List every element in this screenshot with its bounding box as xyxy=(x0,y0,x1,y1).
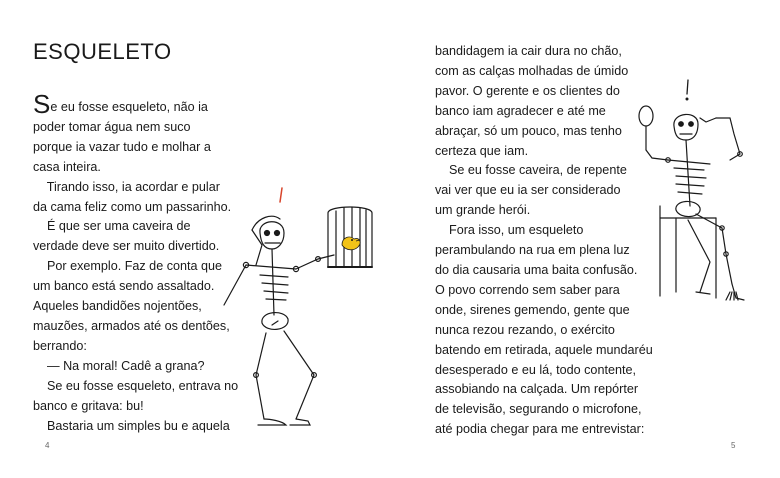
paragraph-line: com as calças molhadas de úmido xyxy=(435,63,629,78)
paragraph-line: banco e gritava: bu! xyxy=(33,398,144,413)
paragraph-line: Por exemplo. Faz de conta que xyxy=(33,259,223,274)
paragraph-line: — Na moral! Cadê a grana? xyxy=(33,358,205,373)
page-number-left: 4 xyxy=(45,441,50,450)
skeleton-microphone-chair-illustration xyxy=(630,78,750,318)
paragraph-line: de televisão, segurando o microfone, xyxy=(435,402,642,417)
paragraph-line: certeza que iam. xyxy=(435,143,529,158)
chapter-title: ESQUELETO xyxy=(33,39,172,64)
paragraph-line: do dia causaria uma baita confusão. xyxy=(435,262,638,277)
paragraph-line: pavor. O gerente e os clientes do xyxy=(435,83,620,98)
paragraph-line: Fora isso, um esqueleto xyxy=(435,223,584,238)
paragraph-line: Aqueles bandidões nojentões, xyxy=(33,299,202,314)
paragraph-line: perambulando na rua em plena luz xyxy=(435,243,630,258)
paragraph-line: batendo em retirada, aquele mundaréu xyxy=(435,342,653,357)
right-page xyxy=(390,0,780,478)
paragraph-line: vai ver que eu ia ser considerado xyxy=(435,183,621,198)
paragraph-line: verdade deve ser muito divertido. xyxy=(33,239,220,254)
paragraph-line: O povo correndo sem saber para xyxy=(435,282,620,297)
skeleton-birdcage-illustration xyxy=(210,185,390,435)
paragraph-line: um banco está sendo assaltado. xyxy=(33,279,215,294)
paragraph-line: berrando: xyxy=(33,338,87,353)
paragraph-line: Se eu fosse esqueleto, entrava no xyxy=(33,378,239,393)
paragraph-line: Bastaria um simples bu e aquela xyxy=(33,418,230,433)
page-number-right: 5 xyxy=(731,441,736,450)
paragraph-line: da cama feliz como um passarinho. xyxy=(33,199,232,214)
paragraph-line: assobiando na calçada. Um repórter xyxy=(435,382,639,397)
paragraph-line: mauzões, armados até os dentões, xyxy=(33,318,230,333)
paragraph-line: um grande herói. xyxy=(435,203,531,218)
bird-icon xyxy=(342,237,360,250)
microphone-icon xyxy=(639,106,653,126)
paragraph-line: onde, sirenes gemendo, gente que xyxy=(435,302,630,317)
paragraph-line: abraçar, só um pouco, mas tenho xyxy=(435,123,622,138)
paragraph-line: porque ia vazar tudo e molhar a xyxy=(33,139,211,154)
first-line: e eu fosse esqueleto, não ia xyxy=(50,100,208,114)
paragraph-line: poder tomar água nem suco xyxy=(33,119,191,134)
paragraph-line: desesperado e eu lá, todo contente, xyxy=(435,362,636,377)
paragraph-line: É que ser uma caveira de xyxy=(33,219,191,234)
paragraph-line: bandidagem ia cair dura no chão, xyxy=(435,44,622,58)
right-page-body xyxy=(435,42,653,440)
paragraph-line: nunca rezou rezando, o exército xyxy=(435,322,615,337)
paragraph-line xyxy=(33,89,333,119)
paragraph-line: banco iam agradecer e até me xyxy=(435,103,606,118)
right-lines xyxy=(435,42,653,440)
paragraph-line: Tirando isso, ia acordar e pular xyxy=(33,179,220,194)
drop-cap: S xyxy=(33,89,51,119)
paragraph-line: até podia chegar para me entrevistar: xyxy=(435,422,645,437)
paragraph-line: casa inteira. xyxy=(33,159,101,174)
paragraph-line: Se eu fosse caveira, de repente xyxy=(435,163,627,178)
exclamation-icon xyxy=(280,188,282,202)
